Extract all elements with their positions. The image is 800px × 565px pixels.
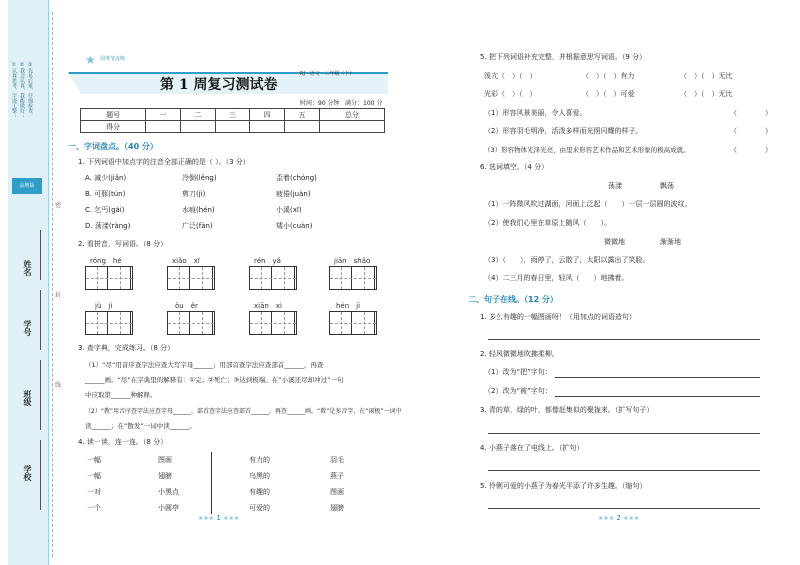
q4-col2-item: 小黑点 <box>158 488 179 496</box>
score-header: 一 <box>146 109 181 121</box>
q4-col2-item: 小圆亭 <box>158 504 179 512</box>
q1-word: 歪着(chóng) <box>276 174 317 182</box>
q5-answer-paren[interactable]: （ ） <box>730 127 772 135</box>
q3-part1-line1: （1）“尽”用音序查字法应查大写字母______；用部首查字法应查部首______，再查 <box>85 361 324 369</box>
answer-line[interactable] <box>488 469 760 471</box>
page-number-2: ★★★ 2 ★★★ <box>598 514 640 522</box>
star-icon: ★ <box>85 53 96 67</box>
q1-option-c: C. 乞丐(gài) <box>85 206 125 214</box>
page-number-1: ★★★ 1 ★★★ <box>198 514 240 522</box>
sentence-q4: 4. 小燕子落在了电线上。（扩句） <box>480 444 584 452</box>
q1-word: 疲倦(juàn) <box>276 190 311 198</box>
answer-grid[interactable] <box>329 266 377 290</box>
q5-blank[interactable]: （ ）（ ）无比 <box>680 90 733 98</box>
q5-answer-paren[interactable]: （ ） <box>730 146 772 154</box>
sentence-q3: 3. 青的草，绿的叶，都像赶集似的聚拢来。（扩写句子） <box>480 406 654 414</box>
school-field-label: 学校 <box>23 465 32 481</box>
q5-sub1: （1）形容风景美丽，令人喜爱。 <box>484 109 587 117</box>
answer-grid[interactable] <box>85 266 133 290</box>
pinyin-label: róng hé <box>90 257 122 265</box>
score-header: 三 <box>215 109 250 121</box>
page-title: 第 1 周复习测试卷 <box>160 77 278 93</box>
score-header: 题号 <box>81 109 146 121</box>
answer-line[interactable] <box>555 376 760 378</box>
answer-grid[interactable] <box>249 311 297 335</box>
q4-col4-item: 翅膀 <box>330 504 344 512</box>
q1-word: 水痕(hén) <box>182 206 215 214</box>
full-score-label: 满分：100 分 <box>345 100 383 107</box>
q5-sub3: （3）形容物体光泽光亮，由里来形容艺术作品和艺术形象的极高成就。 <box>484 146 690 154</box>
q6-text: 6. 选词填空。（4 分） <box>480 163 549 171</box>
number-field-label: 学号 <box>23 320 32 336</box>
sentence-q2: 2. 轻风微微地吹拂柔柳。 <box>480 350 559 358</box>
q4-text: 4. 读一读，连一连。（8 分） <box>78 438 168 446</box>
q3-part1-line2: ______画。“尽”在字典里的解释有：①完；②死亡；③达到极端。在“小溪还尽却冲过”一句 <box>85 376 344 384</box>
pinyin-label: xiān xì <box>254 302 282 310</box>
sentence-q2-b: （2）改为“被”字句： <box>484 387 552 395</box>
q1-option-d: D. 荡漾(ràng) <box>85 222 131 230</box>
q6-choice: 微微地 <box>604 238 625 246</box>
q5-blank[interactable]: （ ）（ ）无比 <box>680 72 733 80</box>
q1-word: 冷倒(lěng) <box>182 174 217 182</box>
pinyin-label: jiān shǎo <box>334 257 371 265</box>
answer-line[interactable] <box>488 432 760 434</box>
q4-col4-item: 燕子 <box>330 472 344 480</box>
q1-option-a: A. 减少(jiǎn) <box>85 174 127 182</box>
score-cell[interactable] <box>180 121 215 133</box>
q5-blank[interactable]: 泼亢（ ）（ ） <box>484 72 537 80</box>
time-label: 时间：90 分钟 <box>300 100 340 107</box>
q4-col1-item: 一幅 <box>87 456 101 464</box>
q1-option-b: B. 可豚(tún) <box>85 190 126 198</box>
exam-note-3: ③先易后难，仔细检查。 <box>27 62 33 118</box>
q6-fill2: （2）使我们心里在草原上随风（ ）。 <box>484 219 611 227</box>
school-field-line <box>40 440 41 510</box>
seal-line <box>52 12 53 557</box>
q4-col1-item: 一幅 <box>87 472 101 480</box>
name-field-label: 姓名 <box>23 260 32 276</box>
q4-divider <box>211 452 212 514</box>
answer-grid[interactable] <box>167 266 215 290</box>
q4-col3-item: 有趣的 <box>249 488 270 496</box>
exam-note-1: ①认真思考，字迹工整； <box>11 62 17 118</box>
score-cell[interactable] <box>215 121 250 133</box>
seal-word-3: 线 <box>55 382 62 389</box>
exam-note-2: ②我会认真，我能做好； <box>19 62 25 118</box>
score-cell[interactable] <box>285 121 320 133</box>
answer-line[interactable] <box>555 395 760 397</box>
brand-badge: 品牌版 <box>12 178 42 194</box>
q6-choice: 荡漾 <box>608 182 622 190</box>
score-row-label: 得分 <box>81 121 146 133</box>
q6-fill1: （1）一阵微风吹过湖面，河面上泛起（ ）一层一层圆的波纹。 <box>484 200 692 208</box>
seal-word-1: 密 <box>55 202 62 209</box>
q4-col1-item: 一对 <box>87 488 101 496</box>
q6-fill4: （4）二三月的春日里，轻风（ ）地拂着。 <box>484 274 629 282</box>
q5-blank[interactable]: 光彩（ ）（ ） <box>484 90 537 98</box>
section-1-title: 一、字词盘点。（40 分） <box>68 142 158 151</box>
q3-part1-line3: 中应取第______种解释。 <box>85 391 157 399</box>
answer-line[interactable] <box>488 338 760 340</box>
q1-word: 小溪(xī) <box>276 206 302 214</box>
answer-grid[interactable] <box>167 311 215 335</box>
q4-col4-item: 羽毛 <box>330 456 344 464</box>
q6-choice: 渐渐地 <box>660 238 681 246</box>
score-header: 四 <box>250 109 285 121</box>
pinyin-label: ǒu ěr <box>175 302 198 310</box>
q1-word: 广泛(fàn) <box>182 222 213 230</box>
q4-col4-item: 图画 <box>330 488 344 496</box>
score-header: 总分 <box>319 109 384 121</box>
answer-grid[interactable] <box>85 311 133 335</box>
class-field-line <box>40 360 41 430</box>
q6-fill3: （3）（ ），雨停了，云散了，太阳以露出了笑脸。 <box>484 256 650 264</box>
sentence-q2-a: （1）改为“把”字句： <box>484 368 552 376</box>
q5-sub2: （2）形容羽毛明净，活泼多样而光照闪耀的样子。 <box>484 127 643 135</box>
score-table <box>80 108 385 133</box>
q4-col3-item: 乌黑的 <box>249 472 270 480</box>
q3-part2-line1: （2）“教”用音序查字法应查字母______，部首查字法应查部首______，再查______画。“教”是多音字，在“闲极”一词中 <box>85 408 402 415</box>
score-cell[interactable] <box>250 121 285 133</box>
seal-word-2: 封 <box>55 292 62 299</box>
q4-col1-item: 一个 <box>87 504 101 512</box>
section-2-title: 二、句子在线。（12 分） <box>468 295 558 304</box>
score-header: 五 <box>285 109 320 121</box>
q5-blank[interactable]: （ ）（ ）可爱 <box>582 90 635 98</box>
score-cell[interactable] <box>319 121 384 133</box>
q4-col2-item: 翅膀 <box>158 472 172 480</box>
q3-text: 3. 查字典，完成练习。（8 分） <box>78 344 175 352</box>
q3-part2-line2: 读______；在“散发”一词中读______。 <box>85 422 196 430</box>
score-cell[interactable] <box>146 121 181 133</box>
score-header: 二 <box>180 109 215 121</box>
q1-text: 1. 下列词语中加点字的注音全部正确的是（ ）。（3 分） <box>78 158 250 166</box>
header-badge: 周考节点练 <box>100 56 126 62</box>
q5-text: 5. 把下列词语补充完整，并根据意思写词语。（9 分） <box>480 53 647 61</box>
sentence-q5: 5. 伶俐可爱的小燕子为春光平添了许多生趣。（缩句） <box>480 482 647 490</box>
answer-grid[interactable] <box>249 266 297 290</box>
q6-choice: 飘荡 <box>660 182 674 190</box>
q1-word: 矮小(cuàn) <box>276 222 313 230</box>
edition-label: RJ · 语文 · 三年级（下） <box>300 71 355 77</box>
pinyin-label: rén yǎ <box>254 257 281 265</box>
name-field-line <box>40 230 41 280</box>
q5-answer-paren[interactable]: （ ） <box>730 109 772 117</box>
q4-col2-item: 图画 <box>158 456 172 464</box>
q5-blank[interactable]: （ ）（ ）有力 <box>582 72 635 80</box>
number-field-line <box>40 290 41 350</box>
answer-grid[interactable] <box>329 311 377 335</box>
q4-col3-item: 可爱的 <box>249 504 270 512</box>
q2-text: 2. 看拼音，写词语。（8 分） <box>78 240 168 248</box>
q1-word: 剪刀(jì) <box>182 190 206 198</box>
pinyin-label: xiǎo xī <box>172 257 200 265</box>
pinyin-label: jù jí <box>95 302 113 310</box>
q4-col3-item: 有力的 <box>249 456 270 464</box>
class-field-label: 班级 <box>23 390 32 406</box>
pinyin-label: hén jì <box>336 302 361 310</box>
sentence-q1: 1. 多么有趣的一幅图画呀！（用加点的词语造句） <box>480 313 636 321</box>
answer-line[interactable] <box>488 507 760 509</box>
